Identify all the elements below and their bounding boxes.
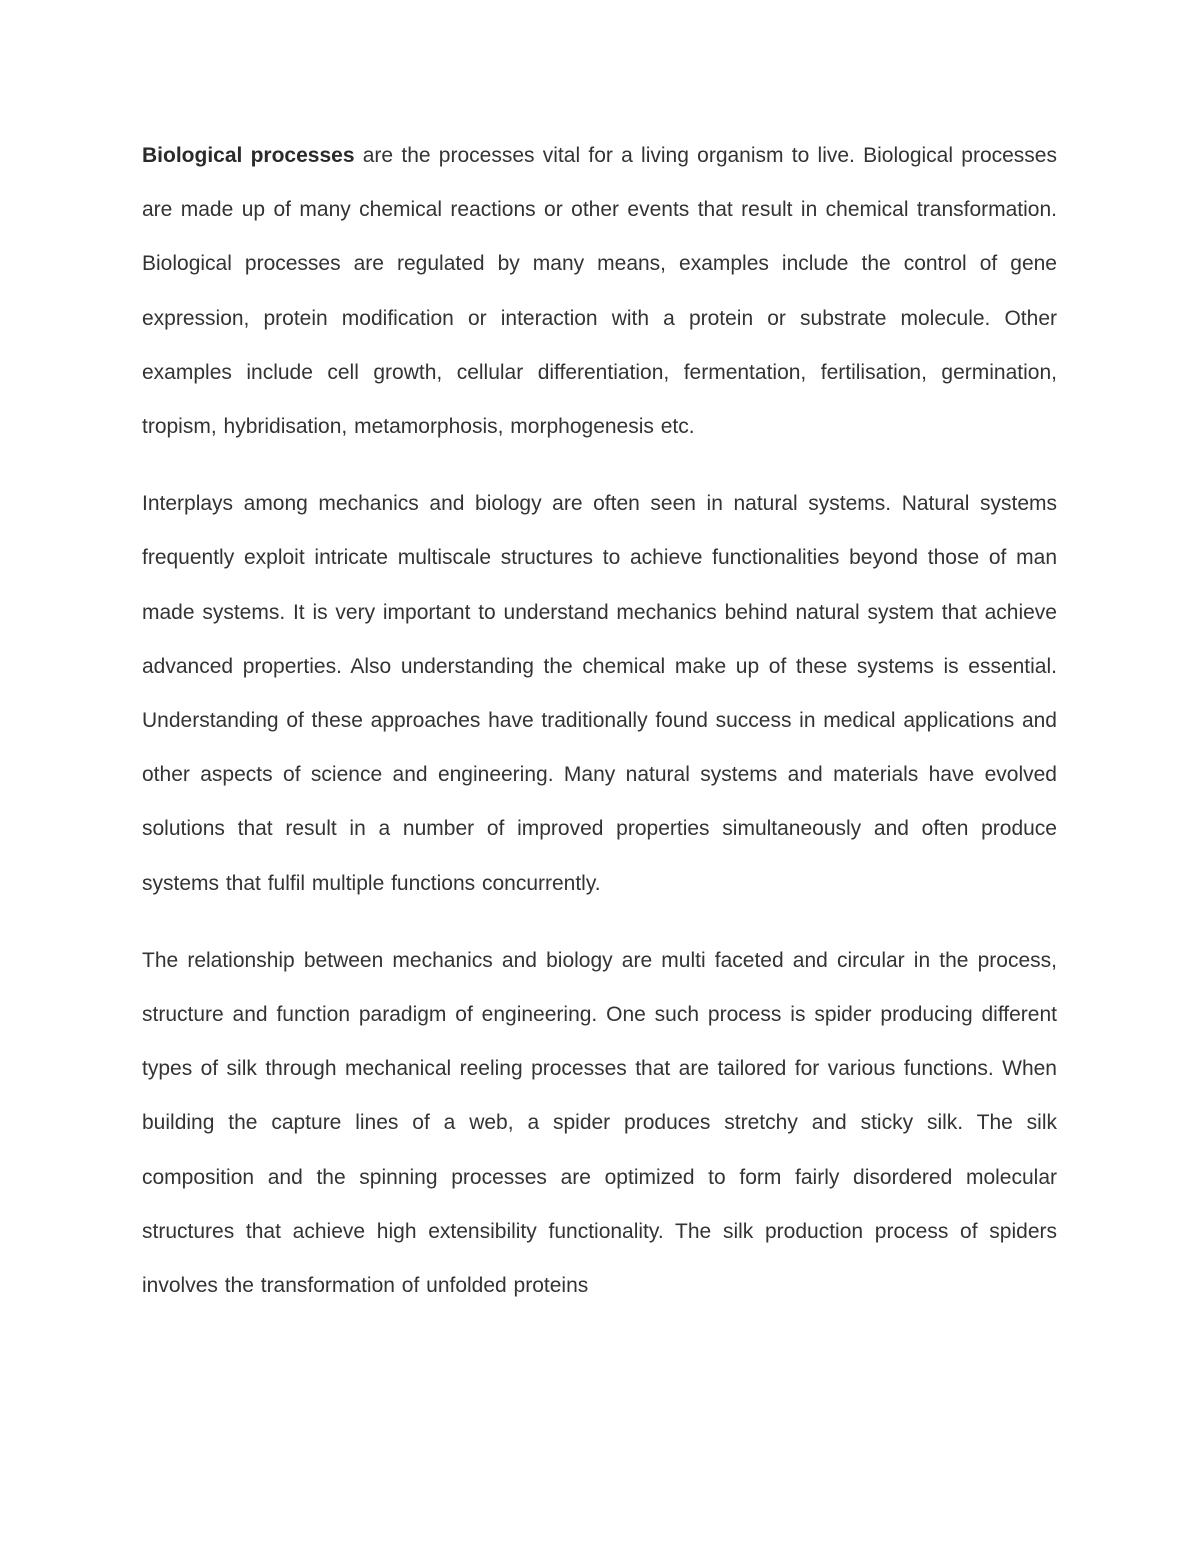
document-body bbox=[142, 129, 1057, 1336]
paragraph-text: The relationship between mechanics and biology are multi faceted and circular in the process, structure and function paradigm of engineering. One such process is spider producing different types of silk through mechanical reeling processes that are tailored for various functions. When building the capture lines of a web, a spider produces stretchy and sticky silk. The silk composition and the spinning processes are optimized to form fairly disordered molecular structures that achieve high extensibility functionality. The silk production process of spiders involves the transformation of unfolded proteins bbox=[142, 948, 1057, 1298]
paragraph-biological-processes bbox=[142, 129, 1057, 454]
paragraph-mechanics-biology bbox=[142, 477, 1057, 911]
bold-term: Biological processes bbox=[142, 144, 355, 167]
paragraph-text: Interplays among mechanics and biology are often seen in natural systems. Natural systems frequently exploit intricate multiscale structures to achieve functionalities beyond those of man made systems. It is very important to understand mechanics behind natural system that achieve advanced properties. Also understanding the chemical make up of these systems is essential. Understanding of these approaches have traditionally found success in medical applications and other aspects of science and engineering. Many natural systems and materials have evolved solutions that result in a number of improved properties simultaneously and often produce systems that fulfil multiple functions concurrently. bbox=[142, 492, 1057, 895]
paragraph-spider-silk bbox=[142, 934, 1057, 1313]
paragraph-text: are the processes vital for a living organism to live. Biological processes are made up of many chemical reactions or other events that result in chemical transformation. Biological processes are regulated by many means, examples include the control of gene expression, protein modification or interaction with a protein or substrate molecule. Other examples include cell growth, cellular differentiation, fermentation, fertilisation, germination, tropism, hybridisation, metamorphosis, morphogenesis etc. bbox=[142, 144, 1057, 439]
